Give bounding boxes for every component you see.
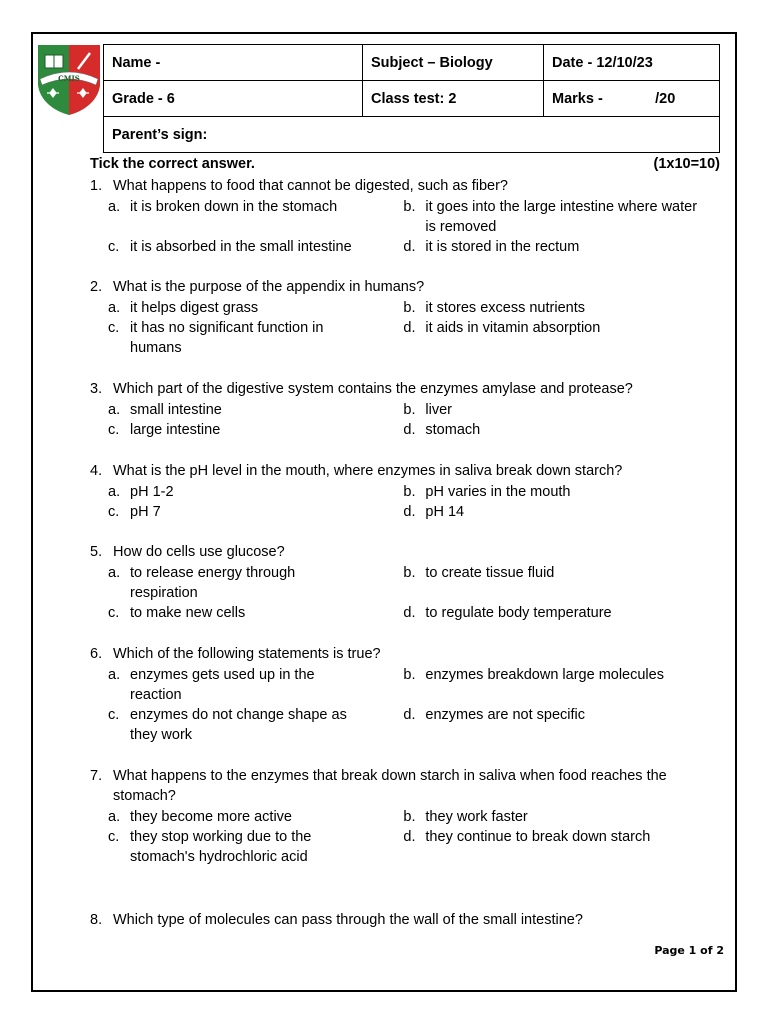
instructions-points: (1x10=10) (653, 156, 720, 172)
question-1 (90, 176, 700, 257)
question-6 (90, 644, 700, 745)
option-a[interactable]: a. it helps digest grass (108, 300, 259, 316)
option-c[interactable]: c. they stop working due to the stomach's hydrochloric acid (108, 829, 312, 865)
option-c[interactable]: c. to make new cells (108, 605, 246, 621)
option-b[interactable]: b. liver (403, 402, 452, 418)
logo-text: CMIS (58, 74, 80, 83)
option-c[interactable]: c. large intestine (108, 422, 221, 438)
question-text: What is the purpose of the appendix in humans? (113, 279, 425, 295)
grade-cell: Grade - 6 (104, 81, 363, 117)
option-d[interactable]: d. enzymes are not specific (403, 707, 585, 723)
question-text: How do cells use glucose? (113, 544, 285, 560)
option-b[interactable]: b. to create tissue fluid (403, 565, 555, 581)
instructions-text: Tick the correct answer. (90, 156, 255, 172)
question-number: 5. (90, 544, 103, 560)
option-b[interactable]: b. they work faster (403, 809, 528, 825)
question-text: Which type of molecules can pass through the wall of the small intestine? (113, 912, 583, 928)
option-d[interactable]: d. stomach (403, 422, 481, 438)
marks-field[interactable]: Marks - /20 (544, 81, 720, 117)
option-d[interactable]: d. it is stored in the rectum (403, 239, 580, 255)
question-text: Which part of the digestive system contains the enzymes amylase and protease? (113, 381, 633, 397)
question-2 (90, 277, 700, 358)
option-a[interactable]: a. pH 1-2 (108, 484, 174, 500)
name-field[interactable]: Name - (104, 45, 363, 81)
question-text: What is the pH level in the mouth, where enzymes in saliva break down starch? (113, 463, 623, 479)
option-a[interactable]: a. enzymes gets used up in the reaction (108, 667, 315, 703)
question-number: 1. (90, 178, 103, 194)
question-8 (90, 910, 700, 930)
parent-sign-field[interactable]: Parent’s sign: (104, 117, 720, 153)
question-number: 3. (90, 381, 103, 397)
option-c[interactable]: c. enzymes do not change shape as they work (108, 707, 347, 743)
page-number: Page 1 of 2 (654, 944, 724, 957)
question-number: 4. (90, 463, 103, 479)
question-5 (90, 542, 700, 623)
question-number: 7. (90, 768, 103, 784)
question-text: Which of the following statements is true? (113, 646, 381, 662)
option-a[interactable]: a. to release energy through respiration (108, 565, 296, 601)
question-3 (90, 379, 700, 440)
option-b[interactable]: b. enzymes breakdown large molecules (403, 667, 664, 683)
option-d[interactable]: d. to regulate body temperature (403, 605, 612, 621)
question-text: What happens to food that cannot be digested, such as fiber? (113, 178, 508, 194)
option-a[interactable]: a. small intestine (108, 402, 222, 418)
instructions (90, 156, 720, 172)
class-test-cell: Class test: 2 (363, 81, 544, 117)
option-c[interactable]: c. pH 7 (108, 504, 161, 520)
option-d[interactable]: d. pH 14 (403, 504, 465, 520)
option-b[interactable]: b. it goes into the large intestine where water is removed (403, 199, 698, 235)
subject-cell: Subject – Biology (363, 45, 544, 81)
question-text: What happens to the enzymes that break down starch in saliva when food reaches the stomach? (113, 768, 667, 804)
question-4 (90, 461, 700, 522)
option-b[interactable]: b. it stores excess nutrients (403, 300, 585, 316)
header-table (103, 44, 720, 153)
option-a[interactable]: a. it is broken down in the stomach (108, 199, 338, 215)
question-7 (90, 766, 700, 867)
question-number: 8. (90, 912, 103, 928)
option-d[interactable]: d. they continue to break down starch (403, 829, 651, 845)
option-c[interactable]: c. it has no significant function in humans (108, 320, 324, 356)
option-d[interactable]: d. it aids in vitamin absorption (403, 320, 601, 336)
option-a[interactable]: a. they become more active (108, 809, 292, 825)
question-number: 6. (90, 646, 103, 662)
option-c[interactable]: c. it is absorbed in the small intestine (108, 239, 352, 255)
date-cell: Date - 12/10/23 (544, 45, 720, 81)
question-number: 2. (90, 279, 103, 295)
school-logo (36, 43, 102, 117)
option-b[interactable]: b. pH varies in the mouth (403, 484, 571, 500)
